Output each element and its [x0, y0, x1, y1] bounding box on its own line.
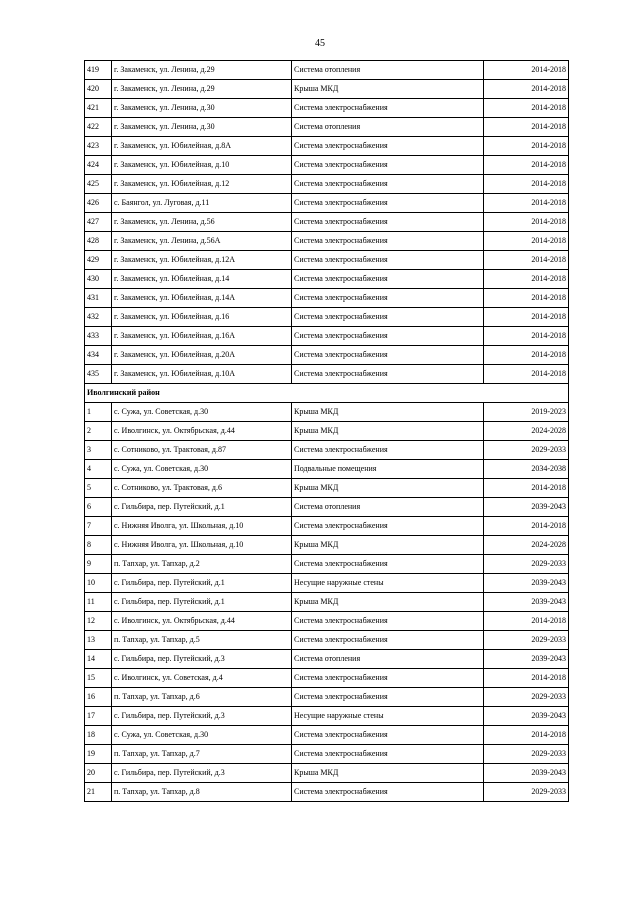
row-period: 2014-2018 — [484, 365, 569, 384]
table-row — [85, 251, 569, 270]
row-address: п. Тапхар, ул. Тапхар, д.6 — [112, 688, 292, 707]
row-system: Система электроснабжения — [292, 745, 484, 764]
row-system: Крыша МКД — [292, 593, 484, 612]
row-period: 2014-2018 — [484, 479, 569, 498]
row-period: 2014-2018 — [484, 726, 569, 745]
row-period: 2014-2018 — [484, 232, 569, 251]
row-number: 431 — [85, 289, 112, 308]
row-system: Система электроснабжения — [292, 517, 484, 536]
row-number: 19 — [85, 745, 112, 764]
section-title: Иволгинский район — [85, 384, 569, 403]
row-number: 11 — [85, 593, 112, 612]
row-period: 2039-2043 — [484, 650, 569, 669]
table-row — [85, 403, 569, 422]
table-row — [85, 308, 569, 327]
row-period: 2014-2018 — [484, 517, 569, 536]
row-period: 2029-2033 — [484, 688, 569, 707]
row-period: 2014-2018 — [484, 289, 569, 308]
row-address: г. Закаменск, ул. Юбилейная, д.16 — [112, 308, 292, 327]
row-address: с. Сужа, ул. Советская, д.30 — [112, 726, 292, 745]
row-system: Крыша МКД — [292, 479, 484, 498]
row-number: 13 — [85, 631, 112, 650]
row-address: г. Закаменск, ул. Юбилейная, д.10 — [112, 156, 292, 175]
row-number: 427 — [85, 213, 112, 232]
row-number: 424 — [85, 156, 112, 175]
row-number: 4 — [85, 460, 112, 479]
row-system: Система отопления — [292, 650, 484, 669]
row-number: 420 — [85, 80, 112, 99]
row-address: г. Закаменск, ул. Юбилейная, д.14А — [112, 289, 292, 308]
row-system: Система электроснабжения — [292, 156, 484, 175]
row-address: п. Тапхар, ул. Тапхар, д.7 — [112, 745, 292, 764]
row-system: Система электроснабжения — [292, 612, 484, 631]
table-row — [85, 650, 569, 669]
row-period: 2019-2023 — [484, 403, 569, 422]
row-system: Крыша МКД — [292, 764, 484, 783]
row-system: Система электроснабжения — [292, 175, 484, 194]
row-period: 2039-2043 — [484, 764, 569, 783]
row-address: с. Иволгинск, ул. Октябрьская, д.44 — [112, 422, 292, 441]
row-number: 5 — [85, 479, 112, 498]
row-number: 421 — [85, 99, 112, 118]
row-system: Подвальные помещения — [292, 460, 484, 479]
row-period: 2014-2018 — [484, 612, 569, 631]
row-number: 419 — [85, 61, 112, 80]
row-system: Система электроснабжения — [292, 726, 484, 745]
row-period: 2029-2033 — [484, 441, 569, 460]
row-address: г. Закаменск, ул. Ленина, д.56 — [112, 213, 292, 232]
table-row — [85, 707, 569, 726]
row-period: 2014-2018 — [484, 308, 569, 327]
row-number: 429 — [85, 251, 112, 270]
table-section — [85, 384, 569, 403]
row-system: Несущие наружные стены — [292, 707, 484, 726]
row-number: 21 — [85, 783, 112, 802]
row-number: 3 — [85, 441, 112, 460]
row-number: 434 — [85, 346, 112, 365]
row-address: с. Гильбира, пер. Путейский, д.3 — [112, 707, 292, 726]
row-period: 2014-2018 — [484, 118, 569, 137]
row-system: Система электроснабжения — [292, 365, 484, 384]
row-number: 14 — [85, 650, 112, 669]
row-number: 1 — [85, 403, 112, 422]
row-period: 2024-2028 — [484, 422, 569, 441]
table-row — [85, 61, 569, 80]
row-number: 9 — [85, 555, 112, 574]
row-system: Система электроснабжения — [292, 213, 484, 232]
row-number: 20 — [85, 764, 112, 783]
row-system: Система электроснабжения — [292, 555, 484, 574]
table-row — [85, 213, 569, 232]
row-address: г. Закаменск, ул. Юбилейная, д.8А — [112, 137, 292, 156]
table-row — [85, 555, 569, 574]
table-row — [85, 270, 569, 289]
row-address: с. Сотниково, ул. Трактовая, д.6 — [112, 479, 292, 498]
row-address: п. Тапхар, ул. Тапхар, д.5 — [112, 631, 292, 650]
row-number: 433 — [85, 327, 112, 346]
row-number: 435 — [85, 365, 112, 384]
row-period: 2014-2018 — [484, 346, 569, 365]
table-row — [85, 688, 569, 707]
row-number: 426 — [85, 194, 112, 213]
row-system: Система электроснабжения — [292, 251, 484, 270]
table-row — [85, 137, 569, 156]
table-row — [85, 422, 569, 441]
table-row — [85, 346, 569, 365]
row-system: Система электроснабжения — [292, 194, 484, 213]
row-address: с. Иволгинск, ул. Советская, д.4 — [112, 669, 292, 688]
row-period: 2014-2018 — [484, 669, 569, 688]
row-system: Система электроснабжения — [292, 669, 484, 688]
table-row — [85, 631, 569, 650]
row-address: с. Гильбира, пер. Путейский, д.1 — [112, 593, 292, 612]
row-system: Система электроснабжения — [292, 137, 484, 156]
row-address: с. Гильбира, пер. Путейский, д.3 — [112, 650, 292, 669]
row-address: г. Закаменск, ул. Ленина, д.29 — [112, 61, 292, 80]
row-address: г. Закаменск, ул. Юбилейная, д.12 — [112, 175, 292, 194]
row-system: Несущие наружные стены — [292, 574, 484, 593]
row-address: с. Сужа, ул. Советская, д.30 — [112, 403, 292, 422]
table-row — [85, 783, 569, 802]
table-row — [85, 441, 569, 460]
registry-table — [84, 60, 569, 802]
row-period: 2039-2043 — [484, 707, 569, 726]
row-period: 2029-2033 — [484, 745, 569, 764]
table-row — [85, 764, 569, 783]
section-row — [85, 384, 569, 403]
table-row — [85, 574, 569, 593]
row-number: 18 — [85, 726, 112, 745]
row-system: Система электроснабжения — [292, 270, 484, 289]
row-period: 2014-2018 — [484, 327, 569, 346]
row-period: 2039-2043 — [484, 593, 569, 612]
table-row — [85, 365, 569, 384]
table-row — [85, 156, 569, 175]
row-period: 2014-2018 — [484, 194, 569, 213]
row-period: 2029-2033 — [484, 783, 569, 802]
row-number: 7 — [85, 517, 112, 536]
row-address: г. Закаменск, ул. Юбилейная, д.14 — [112, 270, 292, 289]
table-row — [85, 327, 569, 346]
table-row — [85, 726, 569, 745]
row-period: 2024-2028 — [484, 536, 569, 555]
row-system: Система отопления — [292, 118, 484, 137]
table-row — [85, 194, 569, 213]
row-address: с. Гильбира, пер. Путейский, д.3 — [112, 764, 292, 783]
row-system: Система электроснабжения — [292, 99, 484, 118]
table-row — [85, 536, 569, 555]
row-number: 2 — [85, 422, 112, 441]
row-period: 2014-2018 — [484, 175, 569, 194]
row-number: 423 — [85, 137, 112, 156]
row-address: п. Тапхар, ул. Тапхар, д.8 — [112, 783, 292, 802]
row-system: Система электроснабжения — [292, 308, 484, 327]
row-address: с. Баянгол, ул. Луговая, д.11 — [112, 194, 292, 213]
row-system: Система электроснабжения — [292, 688, 484, 707]
row-system: Крыша МКД — [292, 403, 484, 422]
row-number: 6 — [85, 498, 112, 517]
page-number: 45 — [315, 38, 325, 49]
row-system: Крыша МКД — [292, 422, 484, 441]
row-period: 2034-2038 — [484, 460, 569, 479]
row-period: 2039-2043 — [484, 574, 569, 593]
row-address: с. Сотниково, ул. Трактовая, д.87 — [112, 441, 292, 460]
row-system: Система отопления — [292, 498, 484, 517]
row-number: 430 — [85, 270, 112, 289]
row-address: г. Закаменск, ул. Юбилейная, д.20А — [112, 346, 292, 365]
table-row — [85, 669, 569, 688]
row-period: 2014-2018 — [484, 213, 569, 232]
table-row — [85, 593, 569, 612]
row-period: 2014-2018 — [484, 251, 569, 270]
row-system: Система электроснабжения — [292, 289, 484, 308]
table-row — [85, 80, 569, 99]
table-row — [85, 745, 569, 764]
row-address: с. Сужа, ул. Советская, д.30 — [112, 460, 292, 479]
table-row — [85, 498, 569, 517]
row-address: г. Закаменск, ул. Ленина, д.30 — [112, 99, 292, 118]
row-period: 2014-2018 — [484, 80, 569, 99]
row-system: Система электроснабжения — [292, 631, 484, 650]
row-address: г. Закаменск, ул. Ленина, д.30 — [112, 118, 292, 137]
row-address: г. Закаменск, ул. Ленина, д.29 — [112, 80, 292, 99]
table-row — [85, 460, 569, 479]
row-number: 432 — [85, 308, 112, 327]
row-system: Система электроснабжения — [292, 441, 484, 460]
row-system: Система электроснабжения — [292, 232, 484, 251]
table-row — [85, 175, 569, 194]
row-address: г. Закаменск, ул. Ленина, д.56А — [112, 232, 292, 251]
row-period: 2014-2018 — [484, 99, 569, 118]
row-system: Система отопления — [292, 61, 484, 80]
table-row — [85, 517, 569, 536]
table-row — [85, 612, 569, 631]
row-number: 425 — [85, 175, 112, 194]
row-address: г. Закаменск, ул. Юбилейная, д.12А — [112, 251, 292, 270]
row-number: 10 — [85, 574, 112, 593]
row-address: с. Гильбира, пер. Путейский, д.1 — [112, 574, 292, 593]
row-number: 15 — [85, 669, 112, 688]
row-system: Крыша МКД — [292, 536, 484, 555]
table-row — [85, 479, 569, 498]
table-body-top — [85, 61, 569, 384]
row-address: п. Тапхар, ул. Тапхар, д.2 — [112, 555, 292, 574]
row-number: 12 — [85, 612, 112, 631]
table-row — [85, 232, 569, 251]
row-system: Система электроснабжения — [292, 346, 484, 365]
row-period: 2029-2033 — [484, 631, 569, 650]
table-row — [85, 99, 569, 118]
row-system: Крыша МКД — [292, 80, 484, 99]
row-address: с. Нижняя Иволга, ул. Школьная, д.10 — [112, 536, 292, 555]
row-number: 17 — [85, 707, 112, 726]
table-body-bottom — [85, 403, 569, 802]
row-address: с. Гильбира, пер. Путейский, д.1 — [112, 498, 292, 517]
row-number: 8 — [85, 536, 112, 555]
row-period: 2029-2033 — [484, 555, 569, 574]
table-row — [85, 289, 569, 308]
row-address: с. Иволгинск, ул. Октябрьская, д.44 — [112, 612, 292, 631]
row-period: 2014-2018 — [484, 137, 569, 156]
row-period: 2039-2043 — [484, 498, 569, 517]
row-address: г. Закаменск, ул. Юбилейная, д.10А — [112, 365, 292, 384]
row-period: 2014-2018 — [484, 61, 569, 80]
row-address: г. Закаменск, ул. Юбилейная, д.16А — [112, 327, 292, 346]
row-number: 422 — [85, 118, 112, 137]
row-period: 2014-2018 — [484, 156, 569, 175]
row-system: Система электроснабжения — [292, 783, 484, 802]
row-period: 2014-2018 — [484, 270, 569, 289]
row-number: 16 — [85, 688, 112, 707]
row-system: Система электроснабжения — [292, 327, 484, 346]
row-address: с. Нижняя Иволга, ул. Школьная, д.10 — [112, 517, 292, 536]
row-number: 428 — [85, 232, 112, 251]
table-row — [85, 118, 569, 137]
